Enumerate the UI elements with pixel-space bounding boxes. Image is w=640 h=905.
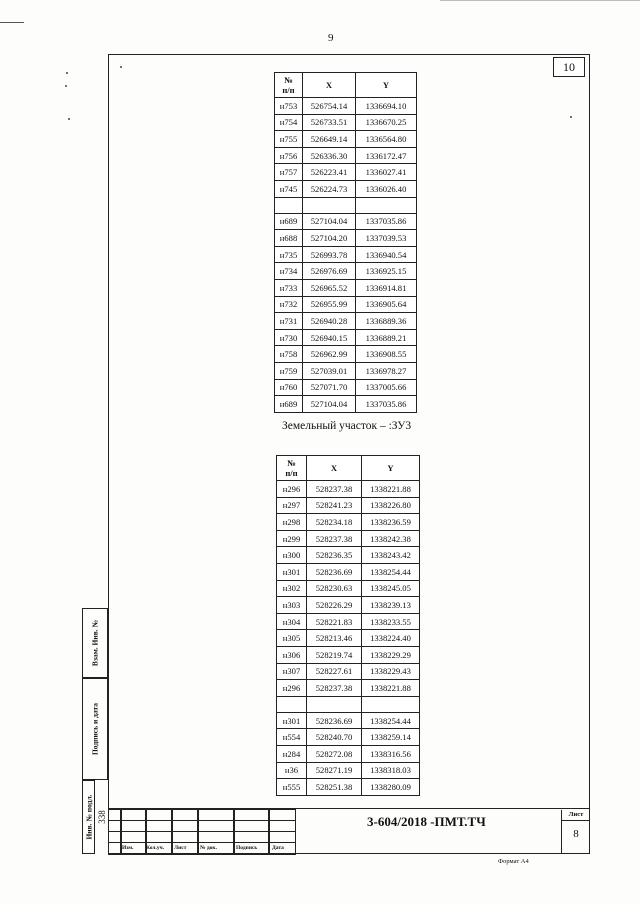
table-row <box>275 114 417 131</box>
table-cell: н296 <box>277 680 307 697</box>
table-cell: 1336905.64 <box>356 296 417 313</box>
table-header-row <box>275 73 417 98</box>
table-cell: 526965.52 <box>303 279 356 296</box>
table-cell: 526940.28 <box>303 313 356 330</box>
table-cell: н301 <box>277 563 307 580</box>
table-cell: 1338239.13 <box>362 597 420 614</box>
table-row <box>277 762 420 779</box>
table-cell: н689 <box>275 396 303 413</box>
table-cell: 1338245.05 <box>362 580 420 597</box>
table-cell: н36 <box>277 762 307 779</box>
table-cell: 1336908.55 <box>356 346 417 363</box>
table-cell: н304 <box>277 613 307 630</box>
table-cell: 1336564.80 <box>356 131 417 148</box>
table-cell <box>275 197 303 213</box>
table-cell: н745 <box>275 180 303 197</box>
table-cell: 527039.01 <box>303 362 356 379</box>
table-cell: 1338316.56 <box>362 745 420 762</box>
table-row <box>275 147 417 164</box>
table-cell: н305 <box>277 630 307 647</box>
list-number: 8 <box>573 828 579 840</box>
side-label-vzam: Взам. Инв. № <box>90 619 100 667</box>
table-header-row <box>277 456 420 481</box>
column-header: Y <box>356 73 417 98</box>
table-cell: 1338221.88 <box>362 680 420 697</box>
table-cell: н296 <box>277 481 307 498</box>
table-cell: н731 <box>275 313 303 330</box>
table-row <box>275 131 417 148</box>
side-cell-inv-number <box>95 780 108 854</box>
table-cell: 1336694.10 <box>356 98 417 115</box>
edge-mark <box>0 22 24 23</box>
table-row <box>275 98 417 115</box>
table-cell: 528251.38 <box>307 779 362 796</box>
table-cell: 1336889.36 <box>356 313 417 330</box>
list-box <box>561 810 590 854</box>
table-cell: 1338280.09 <box>362 779 420 796</box>
table-cell: 528213.46 <box>307 630 362 647</box>
table-cell: н284 <box>277 745 307 762</box>
table-cell: 528227.61 <box>307 663 362 680</box>
table-cell: 526993.78 <box>303 246 356 263</box>
table-cell: 1338242.38 <box>362 530 420 547</box>
table-cell: н307 <box>277 663 307 680</box>
table-cell: 1338236.59 <box>362 514 420 531</box>
table-row <box>275 379 417 396</box>
table-cell <box>307 696 362 712</box>
table-cell: 1336940.54 <box>356 246 417 263</box>
table-cell: 527104.04 <box>303 213 356 230</box>
stamp-label-ndoc: № док. <box>200 845 217 851</box>
column-header: X <box>303 73 356 98</box>
table-cell: 1337035.86 <box>356 396 417 413</box>
side-label-inv: Инв. № подл. <box>84 794 93 840</box>
table-cell: 1336925.15 <box>356 263 417 280</box>
table-row <box>275 164 417 181</box>
coordinates-table-1 <box>274 72 417 413</box>
stamp-col <box>171 809 173 855</box>
table-cell: 527104.20 <box>303 230 356 247</box>
table-cell: 1338254.44 <box>362 563 420 580</box>
table-row <box>277 547 420 564</box>
table-row <box>277 530 420 547</box>
table-cell: 1338318.03 <box>362 762 420 779</box>
stamp-label-kolvo: Кол.уч. <box>146 845 165 851</box>
table-cell <box>277 696 307 712</box>
edge-mark-top <box>440 0 640 1</box>
table-cell: н755 <box>275 131 303 148</box>
table-row <box>277 580 420 597</box>
table-cell: 528221.83 <box>307 613 362 630</box>
table-cell: 526336.30 <box>303 147 356 164</box>
table-cell: н299 <box>277 530 307 547</box>
table-cell: 1337005.66 <box>356 379 417 396</box>
table-cell: 1336026.40 <box>356 180 417 197</box>
list-label: Лист <box>562 810 590 821</box>
table-cell: н757 <box>275 164 303 181</box>
column-header: X <box>307 456 362 481</box>
stamp-label-izm: Изм. <box>122 845 134 851</box>
table-cell: 528237.38 <box>307 530 362 547</box>
table-cell: н298 <box>277 514 307 531</box>
table-cell: 1337039.53 <box>356 230 417 247</box>
table-cell <box>303 197 356 213</box>
column-header: Y <box>362 456 420 481</box>
table-cell: 528226.29 <box>307 597 362 614</box>
table-cell <box>362 696 420 712</box>
table-row <box>277 597 420 614</box>
table-cell: н300 <box>277 547 307 564</box>
table-cell: 528234.18 <box>307 514 362 531</box>
table-row <box>275 296 417 313</box>
table-cell: 528230.63 <box>307 580 362 597</box>
table-row <box>277 497 420 514</box>
table-cell: 1336889.21 <box>356 329 417 346</box>
table-cell: н730 <box>275 329 303 346</box>
table-cell: 528236.69 <box>307 712 362 729</box>
table-cell: 526955.99 <box>303 296 356 313</box>
coordinates-table-2 <box>276 455 420 796</box>
table-cell: 1336914.81 <box>356 279 417 296</box>
table-cell: 526976.69 <box>303 263 356 280</box>
document-code: 3-604/2018 -ПМТ.ТЧ <box>367 814 486 829</box>
table-cell: 1338224.40 <box>362 630 420 647</box>
scan-speck <box>120 66 122 68</box>
section-title: Земельный участок – :ЗУ3 <box>282 420 412 432</box>
table-cell: 1338243.42 <box>362 547 420 564</box>
table-cell: н754 <box>275 114 303 131</box>
table-cell: н756 <box>275 147 303 164</box>
table-cell: 528240.70 <box>307 729 362 746</box>
table-cell: 1338233.55 <box>362 613 420 630</box>
table-row <box>277 680 420 697</box>
table-row <box>277 745 420 762</box>
stamp-label-data: Дата <box>272 845 284 851</box>
table-row <box>277 646 420 663</box>
side-cell-inv <box>82 780 95 854</box>
scan-speck <box>570 116 572 118</box>
table-cell: 1336978.27 <box>356 362 417 379</box>
table-cell: 527104.04 <box>303 396 356 413</box>
table-row <box>275 213 417 230</box>
table-row <box>275 180 417 197</box>
table-row <box>277 563 420 580</box>
table-cell: 526223.41 <box>303 164 356 181</box>
table-cell: 526649.14 <box>303 131 356 148</box>
table-cell: 526940.15 <box>303 329 356 346</box>
table-cell: н297 <box>277 497 307 514</box>
title-block <box>108 808 590 854</box>
table-cell: н303 <box>277 597 307 614</box>
table-row <box>275 396 417 413</box>
stamp-label-podpis: Подпись <box>236 845 258 851</box>
side-cell-podpis <box>82 678 108 780</box>
stamp-label-list: Лист <box>174 845 187 851</box>
table-cell: 528219.74 <box>307 646 362 663</box>
table-row <box>277 712 420 729</box>
table-cell: н734 <box>275 263 303 280</box>
column-header: № п/п <box>275 73 303 98</box>
table-cell: н759 <box>275 362 303 379</box>
table-row <box>275 279 417 296</box>
table-cell: 528236.69 <box>307 563 362 580</box>
table-cell: 527071.70 <box>303 379 356 396</box>
table-cell: н732 <box>275 296 303 313</box>
scan-speck <box>65 85 67 87</box>
table-cell: 528237.38 <box>307 481 362 498</box>
table-row <box>275 230 417 247</box>
stamp-grid <box>108 809 296 855</box>
table-cell: 528237.38 <box>307 680 362 697</box>
table-cell: н688 <box>275 230 303 247</box>
side-label-podpis: Подпись и дата <box>90 702 100 756</box>
table-cell: 1338259.14 <box>362 729 420 746</box>
table-cell: 1338229.29 <box>362 646 420 663</box>
table-cell: 528272.08 <box>307 745 362 762</box>
column-header: № п/п <box>277 456 307 481</box>
table-cell: 528271.19 <box>307 762 362 779</box>
table-row <box>275 246 417 263</box>
table-cell: н555 <box>277 779 307 796</box>
scan-speck <box>66 72 68 74</box>
table-cell: 526733.51 <box>303 114 356 131</box>
stamp-col <box>233 809 235 855</box>
table-row <box>277 481 420 498</box>
table-cell <box>356 197 417 213</box>
table-cell: 526224.73 <box>303 180 356 197</box>
table-cell: 526754.14 <box>303 98 356 115</box>
table-cell: 1338254.44 <box>362 712 420 729</box>
table-row <box>277 729 420 746</box>
table-cell: н753 <box>275 98 303 115</box>
table-cell: 1338221.88 <box>362 481 420 498</box>
table-cell: н302 <box>277 580 307 597</box>
scan-speck <box>68 118 70 120</box>
stamp-col <box>268 809 270 855</box>
table-row <box>275 263 417 280</box>
inv-number: 338 <box>96 810 107 824</box>
table-cell: н301 <box>277 712 307 729</box>
table-cell: 528236.35 <box>307 547 362 564</box>
table-row <box>277 514 420 531</box>
table-cell: 1336027.41 <box>356 164 417 181</box>
table-cell: н306 <box>277 646 307 663</box>
table-row <box>275 346 417 363</box>
table-row <box>275 313 417 330</box>
table-cell: н733 <box>275 279 303 296</box>
page-number-top: 9 <box>328 32 334 44</box>
table-cell: 1336172.47 <box>356 147 417 164</box>
sheet-number-box: 10 <box>553 57 585 77</box>
table-row <box>277 696 420 712</box>
table-cell: н689 <box>275 213 303 230</box>
format-label: Формат А4 <box>498 858 529 865</box>
table-cell: 1337035.86 <box>356 213 417 230</box>
stamp-col <box>197 809 199 855</box>
table-cell: 526962.99 <box>303 346 356 363</box>
table-cell: 1336670.25 <box>356 114 417 131</box>
table-cell: 528241.23 <box>307 497 362 514</box>
table-row <box>277 779 420 796</box>
table-cell: 1338229.43 <box>362 663 420 680</box>
table-row <box>275 362 417 379</box>
table-row <box>277 613 420 630</box>
table-row <box>275 329 417 346</box>
table-cell: 1338226.80 <box>362 497 420 514</box>
table-row <box>277 630 420 647</box>
table-cell: н758 <box>275 346 303 363</box>
table-row <box>277 663 420 680</box>
table-row <box>275 197 417 213</box>
table-cell: н554 <box>277 729 307 746</box>
table-cell: н735 <box>275 246 303 263</box>
table-cell: н760 <box>275 379 303 396</box>
side-cell-vzam <box>82 608 108 678</box>
